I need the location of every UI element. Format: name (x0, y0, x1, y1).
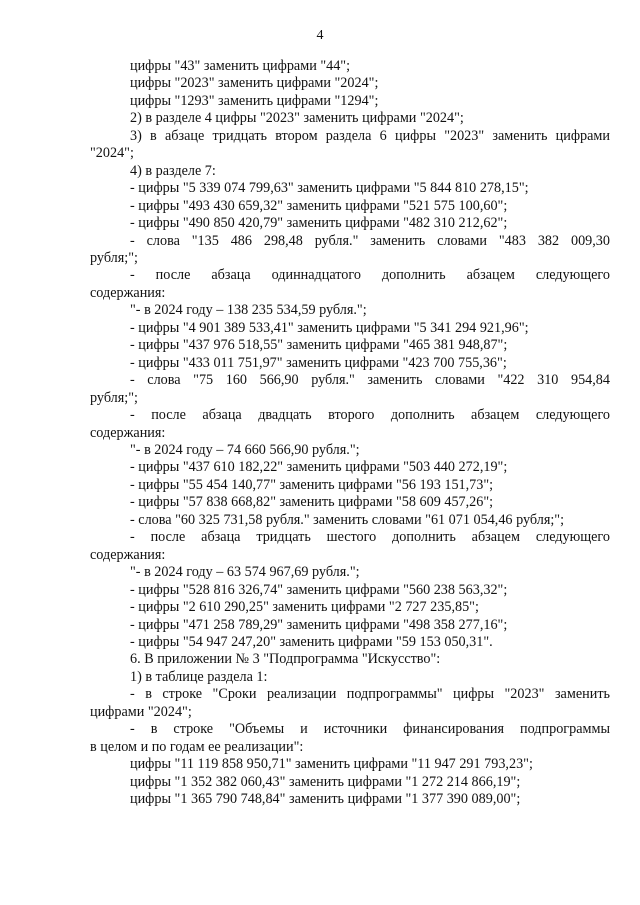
paragraph-line: цифры "11 119 858 950,71" заменить цифрами "11 947 291 793,23"; (130, 756, 533, 773)
paragraph-continuation-line: цифрами "2024"; (90, 703, 192, 720)
paragraph-continuation-line: содержания: (90, 424, 166, 441)
paragraph-line: - цифры "471 258 789,29" заменить цифрами "498 358 277,16"; (130, 616, 508, 633)
paragraph-line: цифры "1293" заменить цифрами "1294"; (130, 92, 379, 109)
paragraph-line: - цифры "2 610 290,25" заменить цифрами "2 727 235,85"; (130, 599, 479, 616)
paragraph-continuation-line: содержания: (90, 546, 166, 563)
paragraph-line: - в строке "Сроки реализации подпрограммы" цифры "2023" заменить (130, 686, 610, 703)
paragraph-line: - после абзаца одиннадцатого дополнить абзацем следующего (130, 267, 610, 284)
paragraph-line: - слова "75 160 566,90 рубля." заменить словами "422 310 954,84 (130, 372, 610, 389)
paragraph-continuation-line: содержания: (90, 284, 166, 301)
paragraph-line: - в строке "Объемы и источники финансирования подпрограммы (130, 721, 610, 738)
paragraph-line: 6. В приложении № 3 "Подпрограмма "Искусство": (130, 651, 441, 668)
paragraph-line: цифры "1 365 790 748,84" заменить цифрами "1 377 390 089,00"; (130, 791, 521, 808)
paragraph-continuation-line: рубля;"; (90, 389, 138, 406)
paragraph-continuation-line: рубля;"; (90, 249, 138, 266)
paragraph-line: - слова "135 486 298,48 рубля." заменить словами "483 382 009,30 (130, 232, 610, 249)
paragraph-line: - цифры "57 838 668,82" заменить цифрами "58 609 457,26"; (130, 494, 494, 511)
paragraph-line: цифры "43" заменить цифрами "44"; (130, 58, 351, 74)
paragraph-line: "- в 2024 году – 63 574 967,69 рубля."; (130, 564, 360, 581)
paragraph-line: - цифры "437 976 518,55" заменить цифрами "465 381 948,87"; (130, 337, 508, 354)
paragraph-line: - цифры "490 850 420,79" заменить цифрами "482 310 212,62"; (130, 215, 508, 232)
paragraph-line: - цифры "4 901 389 533,41" заменить цифрами "5 341 294 921,96"; (130, 319, 529, 336)
paragraph-line: 3) в абзаце тридцать втором раздела 6 цифры "2023" заменить цифрами (130, 127, 610, 144)
paragraph-line: цифры "1 352 382 060,43" заменить цифрами "1 272 214 866,19"; (130, 773, 521, 790)
paragraph-line: - цифры "55 454 140,77" заменить цифрами "56 193 151,73"; (130, 476, 494, 493)
paragraph-line: - цифры "5 339 074 799,63" заменить цифрами "5 844 810 278,15"; (130, 180, 529, 197)
paragraph-line: - цифры "433 011 751,97" заменить цифрами "423 700 755,36"; (130, 354, 507, 371)
paragraph-continuation-line: в целом и по годам ее реализации": (90, 738, 304, 755)
paragraph-line: 1) в таблице раздела 1: (130, 668, 268, 685)
paragraph-line: "- в 2024 году – 74 660 566,90 рубля."; (130, 441, 360, 458)
paragraph-line: цифры "2023" заменить цифрами "2024"; (130, 75, 379, 92)
paragraph-line: - после абзаца тридцать шестого дополнить абзацем следующего (130, 529, 610, 546)
paragraph-line: - слова "60 325 731,58 рубля." заменить словами "61 071 054,46 рубля;"; (130, 511, 565, 528)
paragraph-line: - цифры "493 430 659,32" заменить цифрами "521 575 100,60"; (130, 197, 508, 214)
document-body (90, 58, 610, 808)
paragraph-line: "- в 2024 году – 138 235 534,59 рубля."; (130, 302, 367, 319)
paragraph-line: 2) в разделе 4 цифры "2023" заменить цифрами "2024"; (130, 110, 464, 127)
paragraph-line: - цифры "54 947 247,20" заменить цифрами "59 153 050,31". (130, 633, 493, 650)
paragraph-line: 4) в разделе 7: (130, 162, 216, 179)
paragraph-line: - цифры "528 816 326,74" заменить цифрами "560 238 563,32"; (130, 581, 508, 598)
paragraph-line: - после абзаца двадцать второго дополнить абзацем следующего (130, 407, 610, 424)
paragraph-continuation-line: "2024"; (90, 145, 134, 162)
paragraph-line: - цифры "437 610 182,22" заменить цифрами "503 440 272,19"; (130, 459, 508, 476)
page-number: 4 (316, 28, 324, 43)
